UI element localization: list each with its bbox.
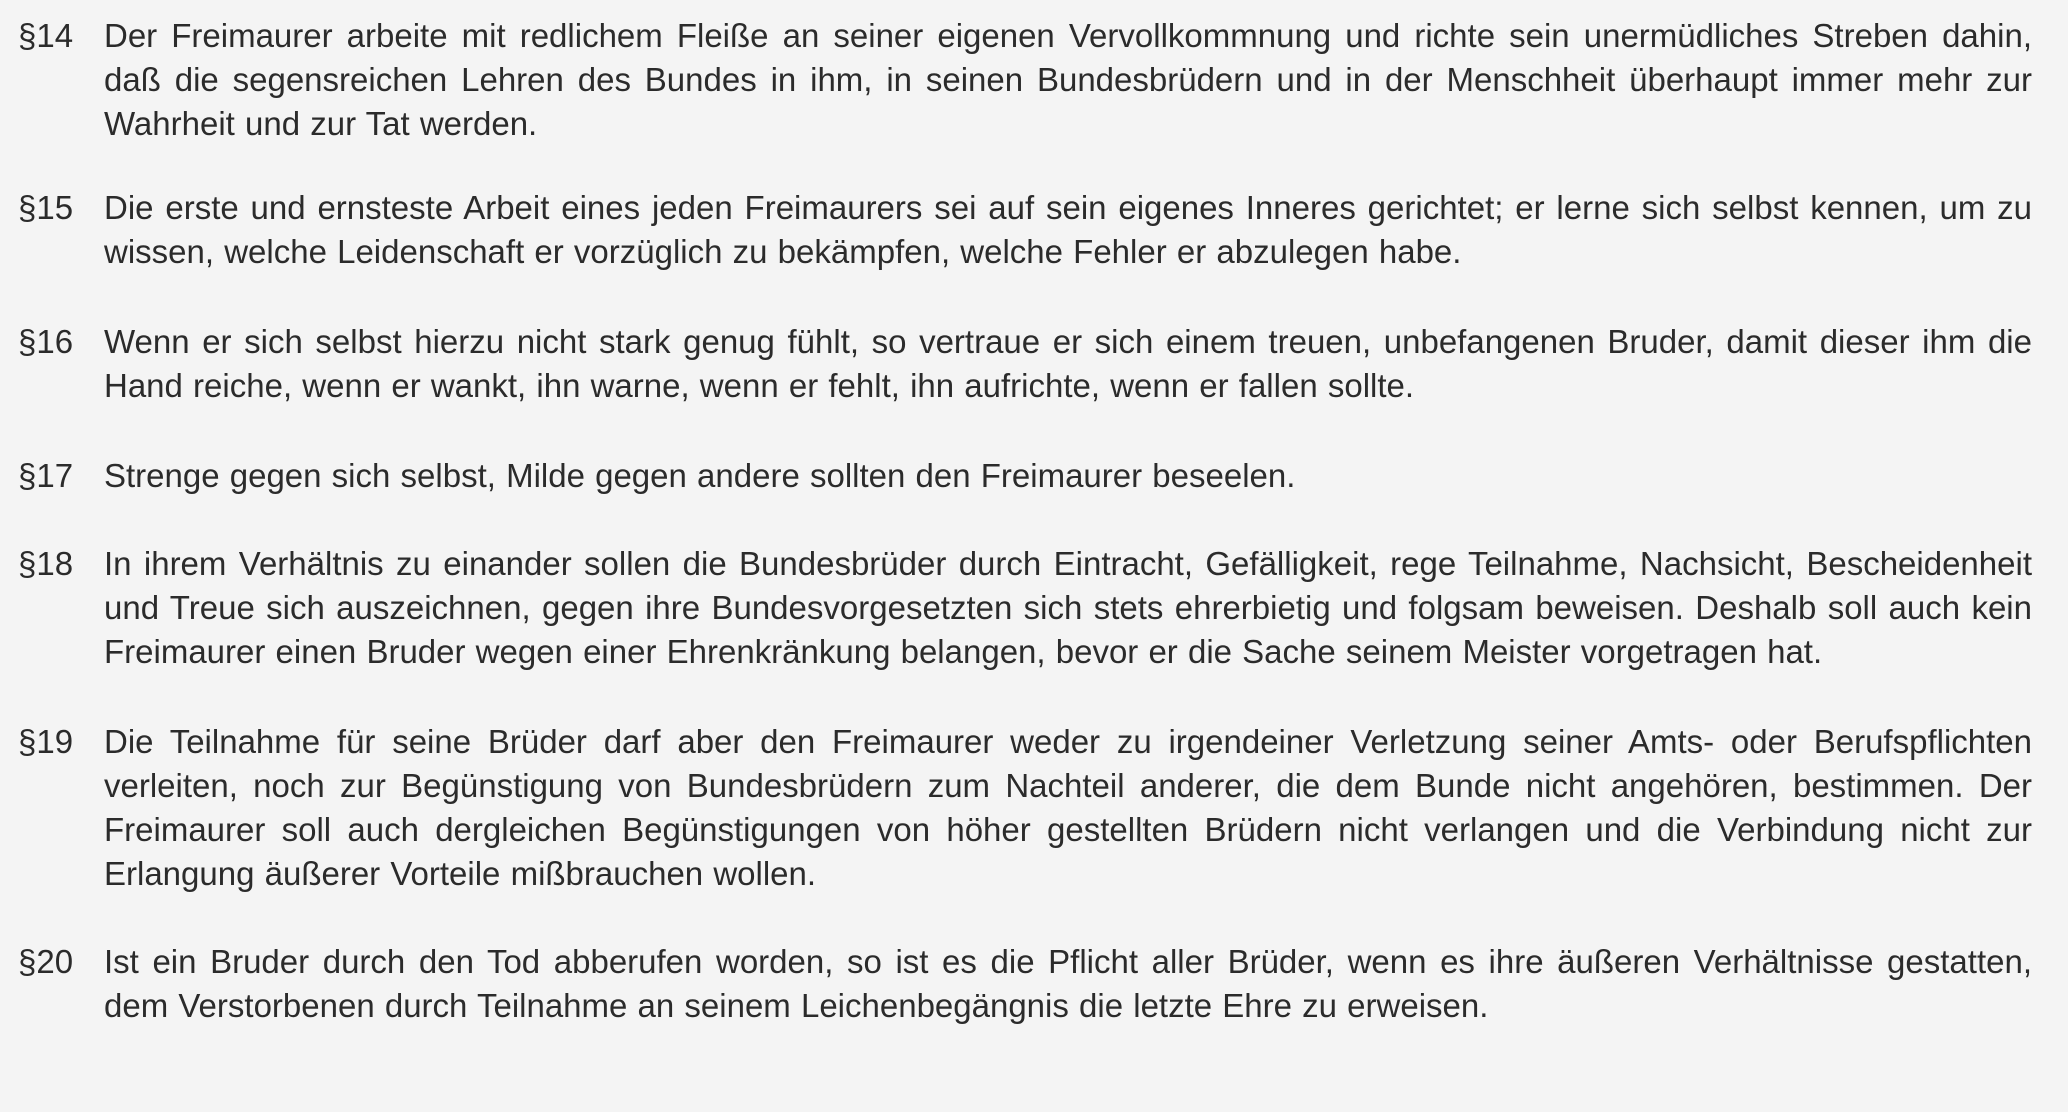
paragraph-19 bbox=[18, 720, 2038, 896]
paragraph-text: Wenn er sich selbst hierzu nicht stark genug fühlt, so vertraue er sich einem treuen, unbefangenen Bruder, damit dieser ihm die Hand reiche, wenn er wankt, ihn warne, wenn er fehlt, ihn aufrichte, wenn er fallen sollte. bbox=[104, 323, 2032, 404]
paragraph-text: Der Freimaurer arbeite mit redlichem Fleiße an seiner eigenen Vervollkommnung und richte sein unermüdliches Streben dahin, daß die segensreichen Lehren des Bundes in ihm, in seinen Bundesbrüdern und in der Menschheit überhaupt immer mehr zur Wahrheit und zur Tat werden. bbox=[104, 17, 2032, 142]
paragraph-text: Strenge gegen sich selbst, Milde gegen andere sollten den Freimaurer beseelen. bbox=[104, 457, 1296, 494]
paragraph-text: Ist ein Bruder durch den Tod abberufen worden, so ist es die Pflicht aller Brüder, wenn es ihre äußeren Verhältnisse gestatten, dem Verstorbenen durch Teilnahme an seinem Leichenbegängnis die letzte Ehre zu erweisen. bbox=[104, 943, 2032, 1024]
paragraph-number: §20 bbox=[18, 943, 74, 980]
paragraph-number: §18 bbox=[18, 545, 74, 582]
paragraph-number: §14 bbox=[18, 17, 74, 54]
paragraph-number: §19 bbox=[18, 723, 74, 760]
paragraph-text: Die Teilnahme für seine Brüder darf aber den Freimaurer weder zu irgendeiner Verletzung seiner Amts- oder Berufspflichten verleiten, noch zur Begünstigung von Bundesbrüdern zum Nachteil anderer, die dem Bunde nicht angehören, bestimmen. Der Freimaurer soll auch dergleichen Begünstigungen von höher gestellten Brüdern nicht verlangen und die Verbindung nicht zur Erlangung äußerer Vorteile mißbrauchen wollen. bbox=[104, 723, 2032, 892]
paragraph-20 bbox=[18, 940, 2038, 1028]
paragraph-14 bbox=[18, 14, 2038, 146]
paragraph-text: Die erste und ernsteste Arbeit eines jeden Freimaurers sei auf sein eigenes Inneres gerichtet; er lerne sich selbst kennen, um zu wissen, welche Leidenschaft er vorzüglich zu bekämpfen, welche Fehler er abzulegen habe. bbox=[104, 189, 2032, 270]
paragraph-number: §16 bbox=[18, 323, 74, 360]
paragraph-number: §17 bbox=[18, 457, 74, 494]
paragraph-17 bbox=[18, 454, 2038, 498]
paragraph-number: §15 bbox=[18, 189, 74, 226]
paragraph-16 bbox=[18, 320, 2038, 408]
paragraph-15 bbox=[18, 186, 2038, 274]
paragraph-18 bbox=[18, 542, 2038, 674]
paragraph-text: In ihrem Verhältnis zu einander sollen die Bundesbrüder durch Eintracht, Gefälligkeit, rege Teilnahme, Nachsicht, Bescheidenheit und Treue sich auszeichnen, gegen ihre Bundesvorgesetzten sich stets ehrerbietig und folgsam beweisen. Deshalb soll auch kein Freimaurer einen Bruder wegen einer Ehrenkränkung belangen, bevor er die Sache seinem Meister vorgetragen hat. bbox=[104, 545, 2032, 670]
